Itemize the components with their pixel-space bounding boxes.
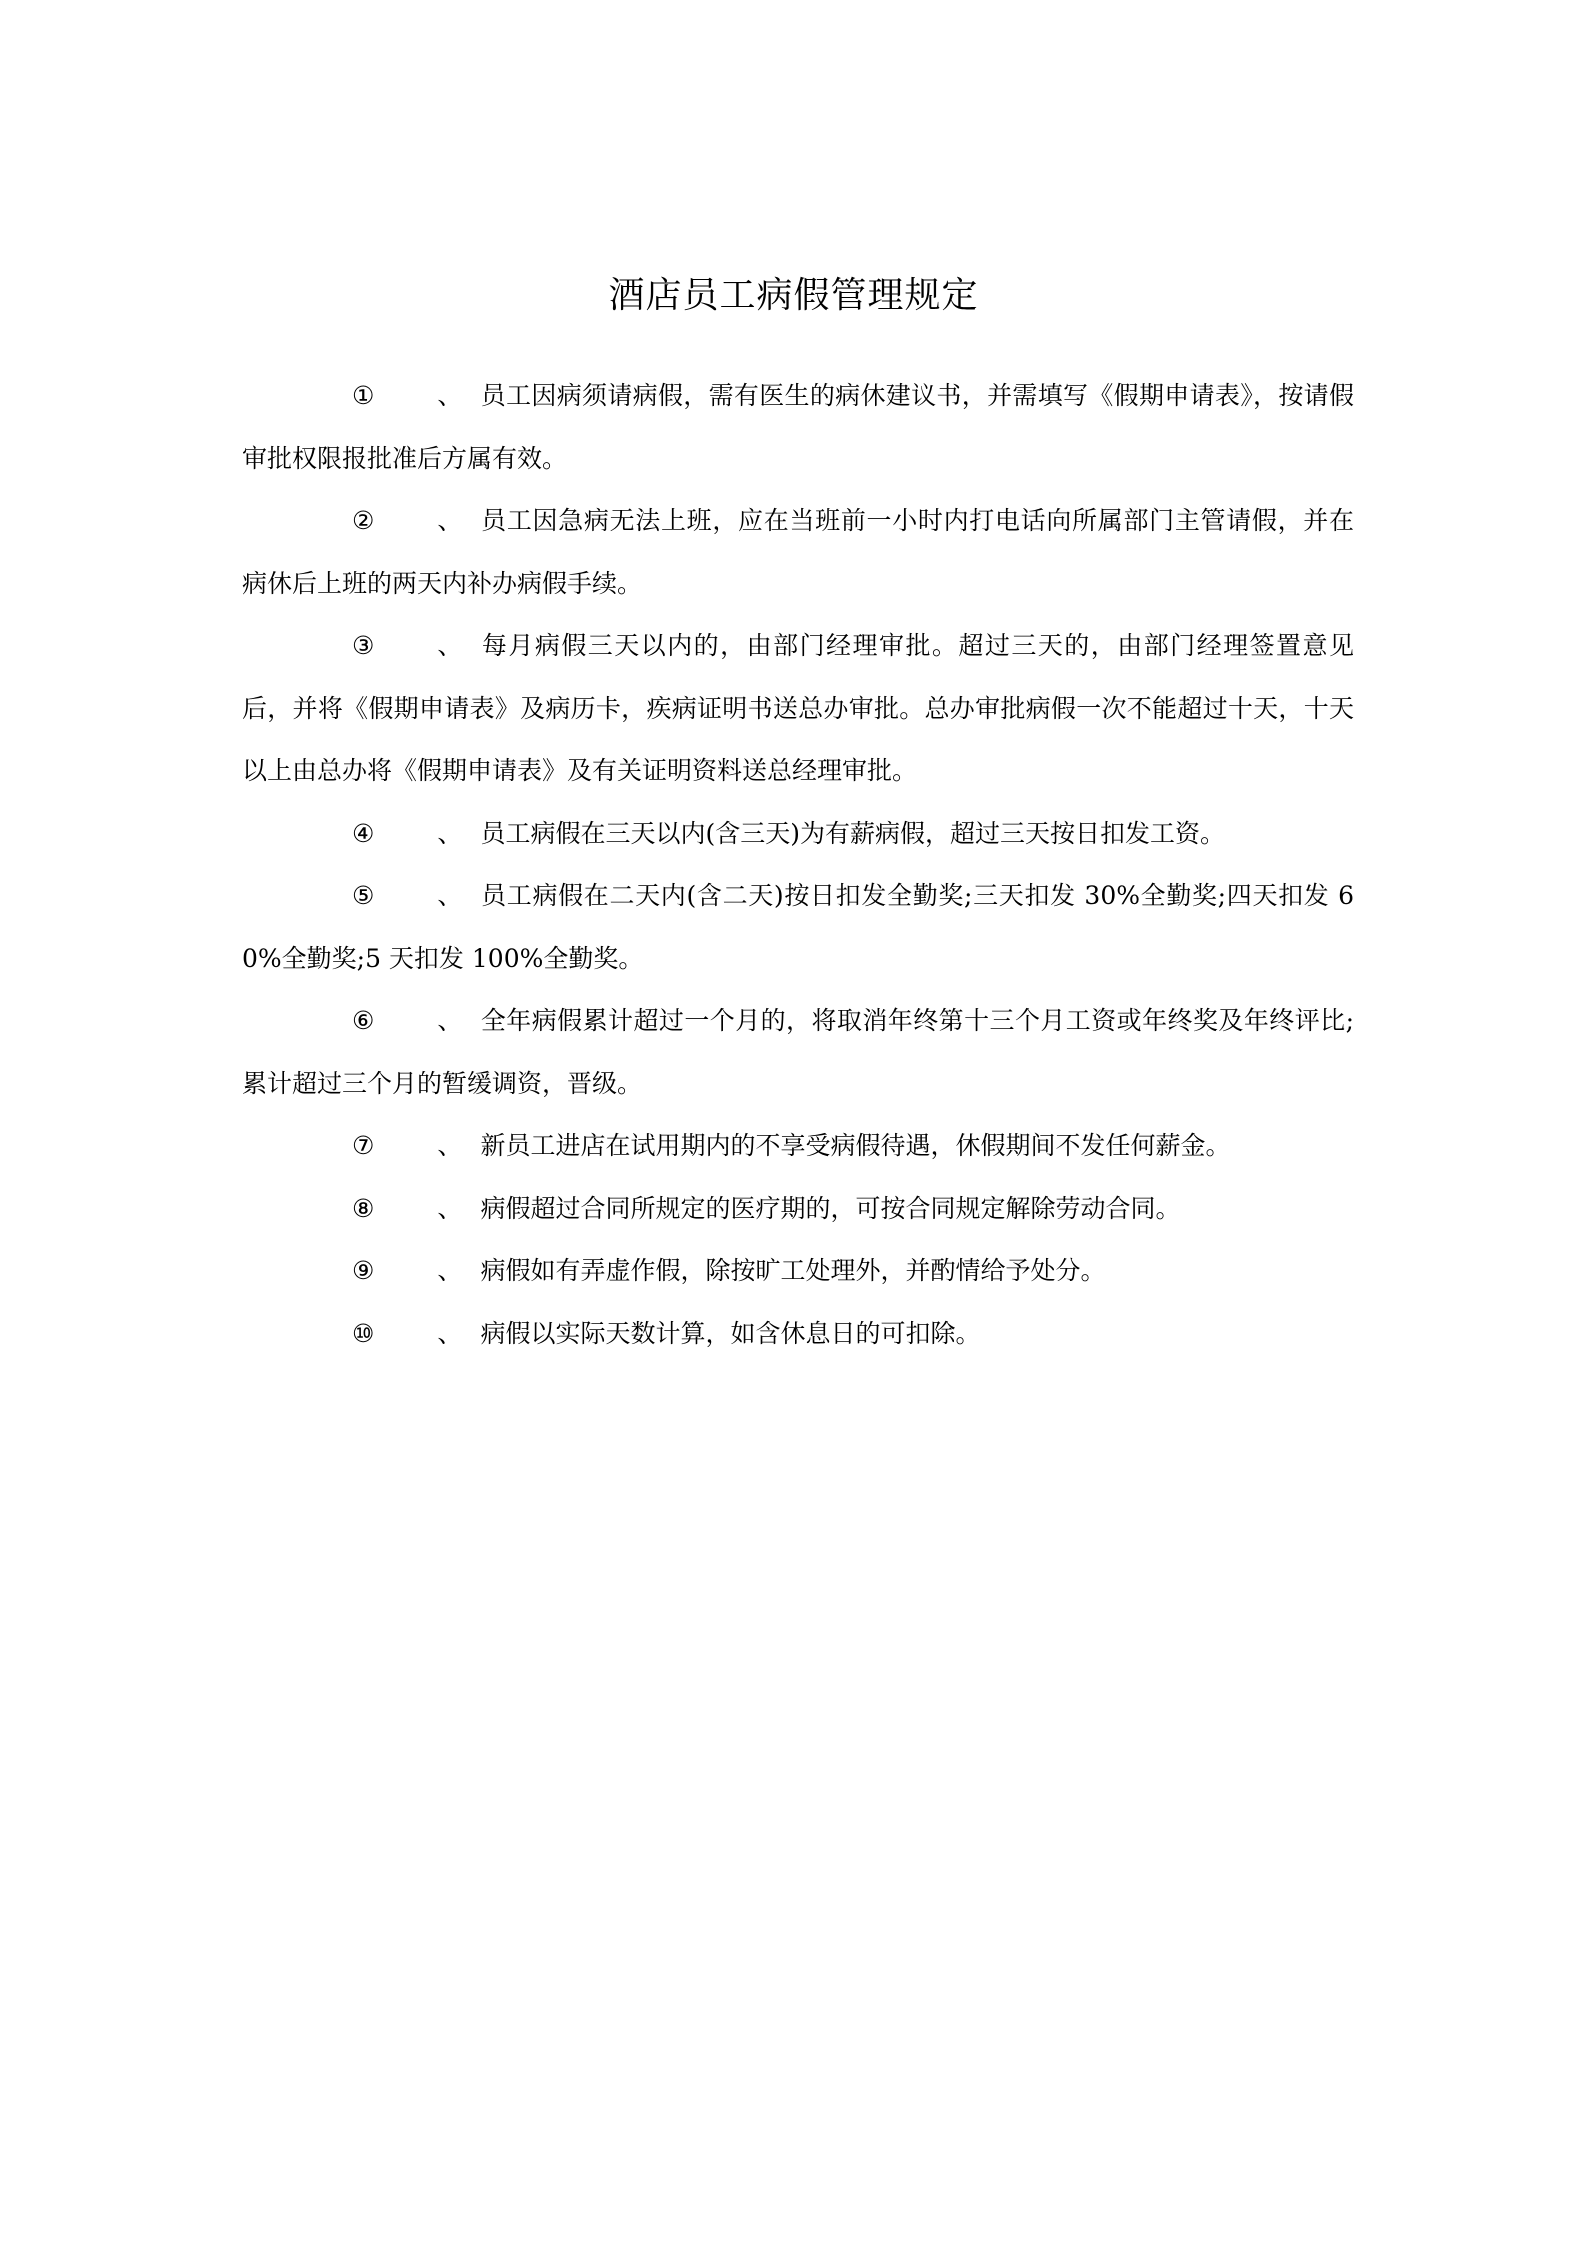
- item-text: 员工病假在三天以内(含三天)为有薪病假，超过三天按日扣发工资。: [480, 818, 1225, 848]
- item-number: ①: [352, 381, 375, 410]
- item-text: 病假如有弄虚作假，除按旷工处理外，并酌情给予处分。: [480, 1256, 1106, 1285]
- regulation-item-3: [242, 615, 1354, 803]
- item-text: 病假以实际天数计算，如含休息日的可扣除。: [480, 1318, 981, 1348]
- item-number: ②: [352, 506, 375, 535]
- item-separator: 、: [437, 1256, 463, 1285]
- item-separator: 、: [437, 1193, 463, 1223]
- item-number: ④: [352, 818, 375, 848]
- regulation-item-5: [242, 865, 1354, 990]
- item-text: 新员工进店在试用期内的不享受病假待遇，休假期间不发任何薪金。: [480, 1131, 1231, 1160]
- document-title: 酒店员工病假管理规定: [608, 275, 979, 316]
- regulation-item-7: [242, 1115, 1354, 1178]
- item-separator: 、: [437, 631, 463, 660]
- item-separator: 、: [437, 818, 463, 848]
- item-text: 每月病假三天以内的，由部门经理审批。超过三天的，由部门经理签置意见后，并将《假期申请表》及病历卡，疾病证明书送总办审批。总办审批病假一次不能超过十天，十天以上由总办将《假期申请表》及有关证明资料送总经理审批。: [242, 631, 1354, 785]
- item-number: ⑩: [352, 1318, 375, 1348]
- item-separator: 、: [437, 1318, 463, 1348]
- regulation-item-8: [242, 1178, 1354, 1241]
- regulation-item-2: [242, 490, 1354, 615]
- regulation-item-6: [242, 990, 1354, 1115]
- item-text: 员工因急病无法上班，应在当班前一小时内打电话向所属部门主管请假，并在病休后上班的两天内补办病假手续。: [242, 506, 1354, 598]
- item-text: 病假超过合同所规定的医疗期的，可按合同规定解除劳动合同。: [480, 1193, 1181, 1223]
- item-number: ⑤: [352, 881, 375, 910]
- regulation-item-9: [242, 1240, 1354, 1303]
- regulation-item-1: [242, 365, 1354, 490]
- item-number: ⑦: [352, 1131, 375, 1160]
- item-number: ⑧: [352, 1193, 375, 1223]
- item-separator: 、: [437, 381, 463, 410]
- item-number: ⑨: [352, 1256, 375, 1285]
- regulation-item-4: [242, 803, 1354, 866]
- regulation-list: [242, 365, 1354, 1365]
- regulation-item-10: [242, 1303, 1354, 1366]
- item-number: ⑥: [352, 1006, 375, 1035]
- item-text: 员工因病须请病假，需有医生的病休建议书，并需填写《假期申请表》，按请假审批权限报批准后方属有效。: [242, 381, 1354, 473]
- item-separator: 、: [437, 1131, 463, 1160]
- item-separator: 、: [437, 506, 463, 535]
- item-separator: 、: [437, 881, 463, 910]
- item-text: 员工病假在二天内(含二天)按日扣发全勤奖;三天扣发 30%全勤奖;四天扣发 60%全勤奖;5 天扣发 100%全勤奖。: [242, 881, 1354, 973]
- item-number: ③: [352, 631, 375, 660]
- item-separator: 、: [437, 1006, 463, 1035]
- item-text: 全年病假累计超过一个月的，将取消年终第十三个月工资或年终奖及年终评比;累计超过三个月的暂缓调资，晋级。: [242, 1006, 1354, 1098]
